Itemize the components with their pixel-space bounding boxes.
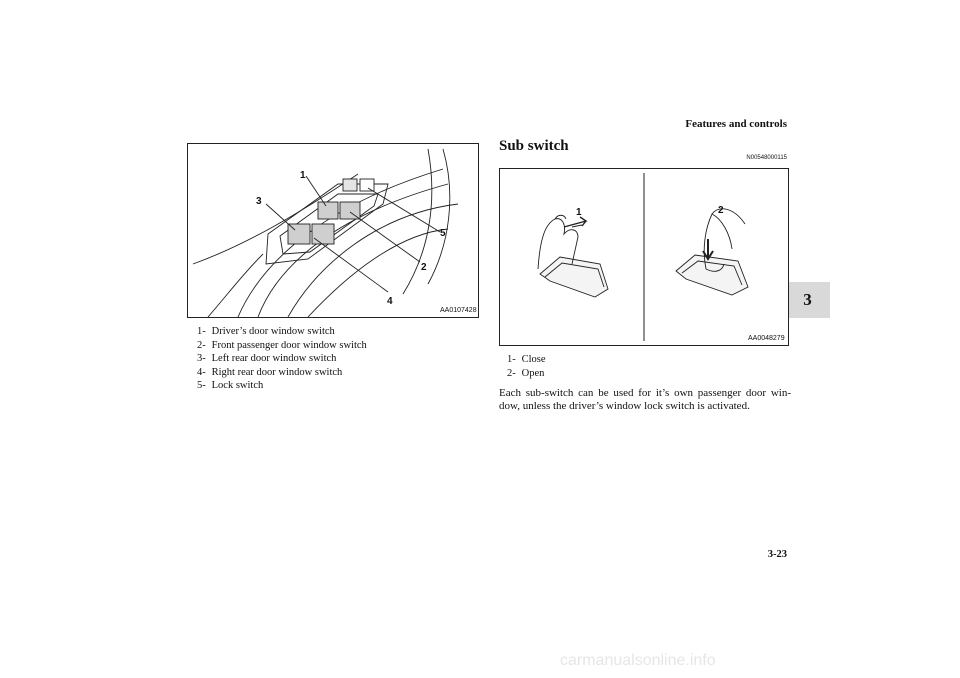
legend-item: 2- Front passenger door window switch (197, 339, 367, 351)
section-heading: Sub switch (499, 138, 569, 154)
legend-item: 3- Left rear door window switch (197, 353, 337, 364)
legend-item: 2- Open (507, 367, 545, 379)
figure-code: AA0048279 (748, 335, 785, 342)
sub-switch-figure (499, 168, 789, 346)
legend-item: 1- Close (507, 354, 546, 365)
callout-2: 2 (718, 205, 724, 216)
page-header-title: Features and controls (685, 118, 787, 130)
figure-code: AA0107428 (440, 307, 477, 314)
callout-2: 2 (421, 262, 427, 273)
legend-item: 1- Driver’s door window switch (197, 326, 335, 337)
legend-item: 4- Right rear door window switch (197, 366, 343, 378)
section-code: N00548000115 (746, 155, 787, 161)
watermark: carmanualsonline.info (560, 652, 716, 669)
callout-3: 3 (256, 196, 262, 207)
callout-5: 5 (440, 228, 446, 239)
legend-item: 5- Lock switch (197, 380, 264, 391)
callout-4: 4 (387, 296, 393, 307)
body-paragraph: Each sub-switch can be used for it’s own passenger door win-dow, unless the driver’s window lock switch is activated. (499, 387, 791, 412)
window-switch-illustration (188, 144, 478, 317)
window-switch-legend (197, 325, 367, 393)
sub-switch-legend (507, 353, 546, 380)
window-switch-figure (187, 143, 479, 318)
sub-switch-illustration (500, 169, 788, 345)
callout-1: 1 (576, 207, 582, 218)
callout-1: 1 (300, 170, 306, 181)
page-number: 3-23 (767, 549, 787, 560)
chapter-tab: 3 (785, 282, 830, 318)
